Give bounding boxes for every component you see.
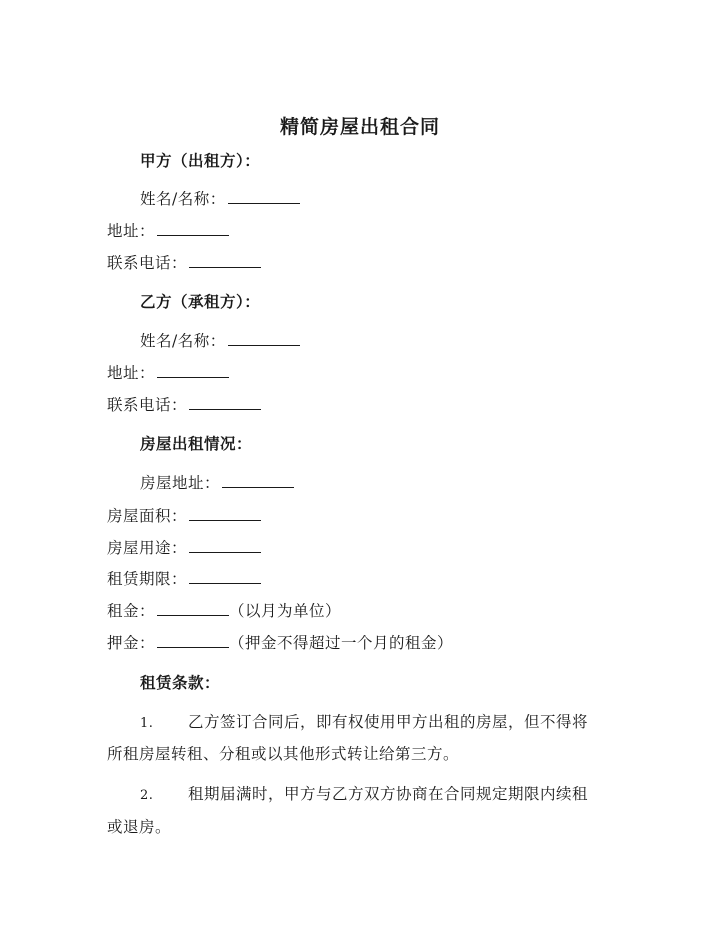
party-a-address-field [107,221,229,241]
party-a-name-blank [228,189,300,204]
party-a-phone-field [107,253,261,273]
party-a-phone-label: 联系电话： [107,254,188,272]
deposit-label: 押金： [107,634,156,652]
house-address-field [140,473,294,493]
party-a-name-field [140,189,300,209]
deposit-blank [157,633,229,648]
house-use-blank [189,538,261,553]
term-item-1-text-2: 所租房屋转租、分租或以其他形式转让给第三方。 [107,745,460,763]
party-b-name-field [140,331,300,351]
house-use-label: 房屋用途： [107,539,188,557]
rent-label: 租金： [107,602,156,620]
party-b-heading: 乙方（承租方）： [140,292,261,311]
term-item-1-text-1: 乙方签订合同后，即有权使用甲方出租的房屋，但不得将 [188,713,589,731]
party-b-name-label: 姓名/名称： [140,332,226,350]
house-area-label: 房屋面积： [107,507,188,525]
party-b-phone-blank [189,395,261,410]
rent-note: （以月为单位） [229,602,342,620]
party-b-phone-field [107,395,261,415]
lease-term-blank [189,569,261,584]
party-b-name-blank [228,331,300,346]
party-b-address-blank [157,363,229,378]
house-area-blank [189,506,261,521]
house-address-label: 房屋地址： [140,474,221,492]
party-b-address-field [107,363,229,383]
party-a-address-blank [157,221,229,236]
rent-blank [157,601,229,616]
term-item-2-text-1: 租期届满时，甲方与乙方双方协商在合同规定期限内续租 [188,785,589,803]
party-a-address-label: 地址： [107,222,156,240]
term-item-2-line1 [140,784,588,806]
house-heading: 房屋出租情况： [140,434,253,453]
house-use-field [107,538,261,558]
house-area-field [107,506,261,526]
house-address-blank [222,473,294,488]
party-a-name-label: 姓名/名称： [140,190,226,208]
party-b-address-label: 地址： [107,364,156,382]
rent-field [107,601,341,621]
party-a-phone-blank [189,253,261,268]
term-item-1-number: 1. [140,716,154,731]
lease-term-label: 租赁期限： [107,570,188,588]
term-item-1-line1 [140,712,588,734]
term-item-2-text-2: 或退房。 [107,818,172,836]
deposit-field [107,633,453,653]
party-a-heading: 甲方（出租方）： [140,151,261,170]
deposit-note: （押金不得超过一个月的租金） [229,634,454,652]
term-item-2-number: 2. [140,788,154,803]
lease-term-field [107,569,261,589]
terms-heading: 租赁条款： [140,673,221,692]
party-b-phone-label: 联系电话： [107,396,188,414]
document-title: 精简房屋出租合同 [279,116,440,138]
